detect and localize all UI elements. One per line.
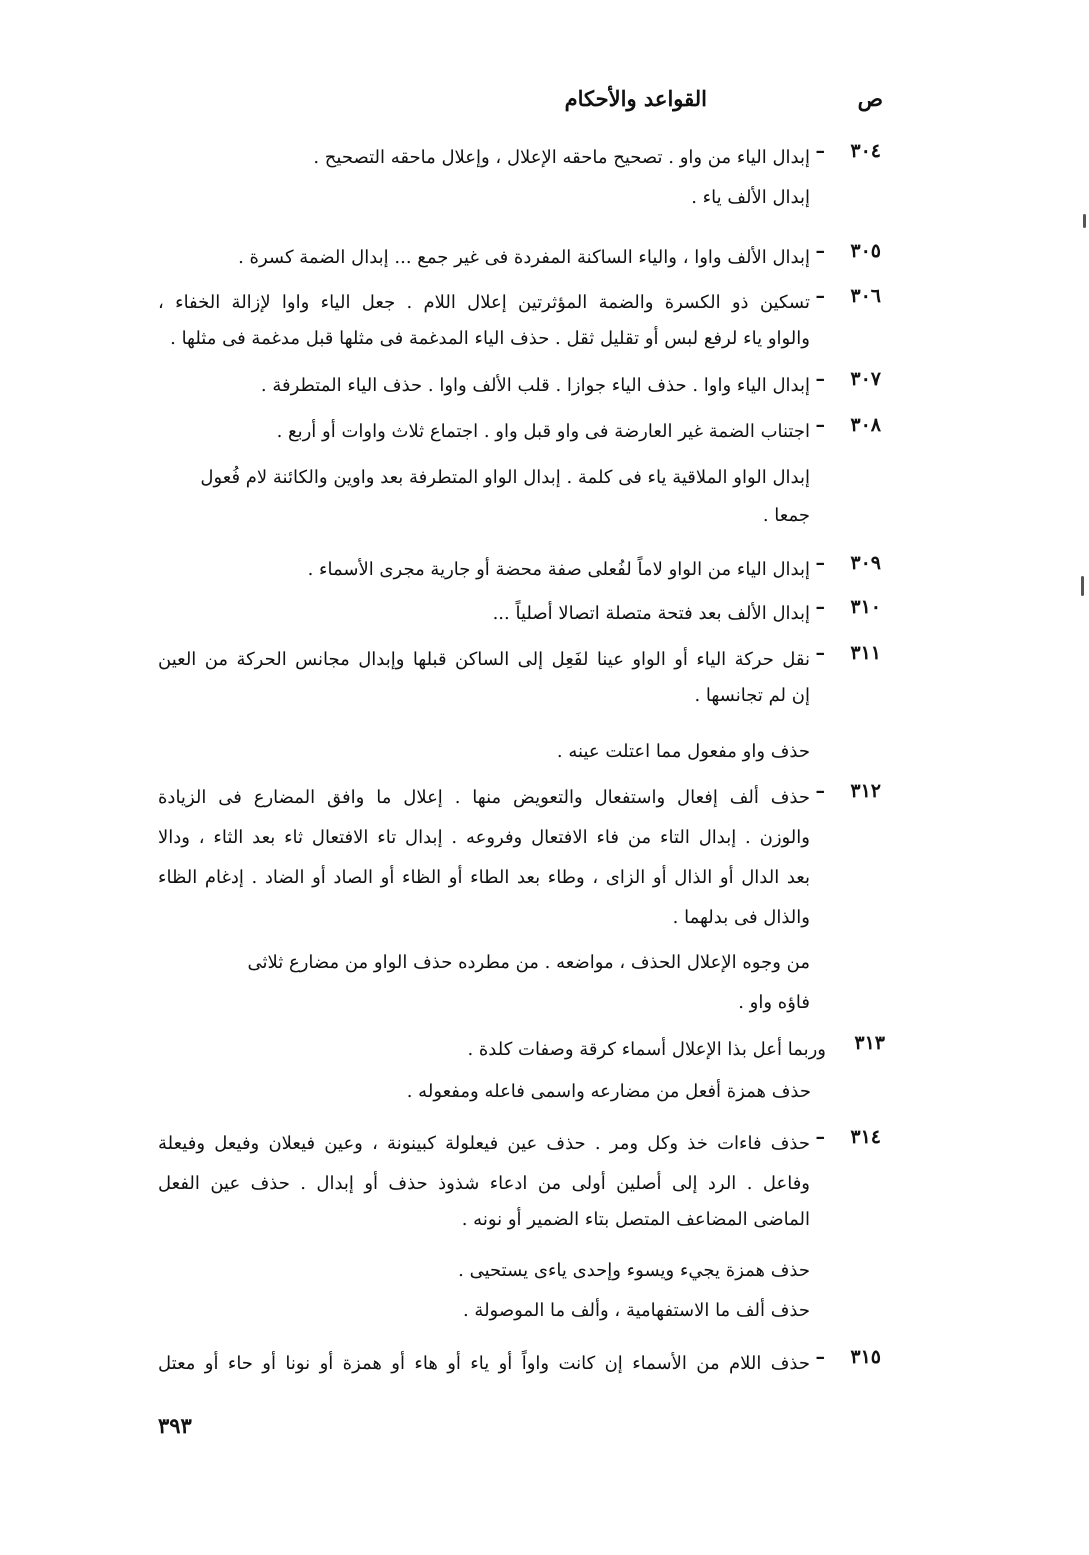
entry-308-note — [158, 460, 810, 534]
entry-number: ٣١١ — [850, 642, 881, 664]
entry-number: ٣٠٦ — [850, 285, 881, 307]
entry-number: ٣١٣ — [854, 1032, 885, 1054]
entry-line: اجتناب الضمة غير العارضة فى واو قبل واو . اجتماع ثلاث واوات أو أربع . — [276, 421, 810, 442]
entry-line: حذف ألف إفعال واستفعال والتعويض منها . إعلال ما وافق المضارع فى الزيادة — [158, 787, 810, 808]
entry-314-note — [158, 1253, 810, 1329]
note-line: حذف واو مفعول مما اعتلت عينه . — [556, 741, 810, 762]
entry-number: ٣٠٥ — [850, 240, 881, 262]
entry-text — [158, 140, 810, 216]
entry-312-note — [158, 945, 810, 1021]
entry-dash: – — [815, 642, 825, 664]
scan-mark — [1081, 576, 1084, 596]
entry-number: ٣١٠ — [850, 596, 881, 618]
entry-text — [158, 368, 810, 404]
entry-dash: – — [815, 240, 825, 262]
entry-line: وفاعل . الرد إلى أصلين أولى من ادعاء شذوذ حذف أو إبدال . حذف عين الفعل — [158, 1173, 810, 1194]
note-line: فاؤه واو . — [738, 992, 810, 1013]
entry-line: بعد الدال أو الذال أو الزاى ، وطاء بعد الطاء أو الظاء أو الصاد أو الضاد . إدغام الظاء — [158, 867, 810, 888]
entry-line: الماضى المضاعف المتصل بتاء الضمير أو نونه . — [461, 1209, 810, 1230]
entry-line: وربما أعل بذا الإعلال أسماء كرقة وصفات كلدة . — [467, 1039, 826, 1060]
entry-number: ٣٠٨ — [850, 414, 881, 436]
running-header-title: القواعد والأحكام — [564, 86, 707, 111]
header-marker: ص — [857, 86, 883, 111]
entry-number: ٣١٥ — [850, 1346, 881, 1368]
entry-text — [158, 596, 810, 632]
entry-line: إبدال الياء من واو . تصحيح ماحقه الإعلال ، وإعلال ماحقه التصحيح . — [313, 147, 810, 168]
entry-311-note — [158, 734, 810, 770]
entry-number: ٣٠٩ — [850, 552, 881, 574]
entry-number: ٣٠٤ — [850, 140, 881, 162]
entry-text — [158, 642, 810, 714]
note-line: حذف همزة يجيء ويسوء وإحدى ياءى يستحيى . — [458, 1260, 810, 1281]
entry-line: إبدال الياء واوا . حذف الياء جوازا . قلب الألف واوا . حذف الياء المتطرفة . — [260, 375, 810, 396]
entry-line: والواو ياء لرفع لبس أو تقليل ثقل . حذف الياء المدغمة فى مثلها قبل مدغمة فى مثلها . — [170, 328, 810, 349]
entry-dash: – — [815, 596, 825, 618]
entry-text — [158, 552, 810, 588]
entry-text — [158, 285, 810, 357]
entry-text — [158, 414, 810, 450]
entry-line: إبدال الياء من الواو لاماً لفُعلى صفة محضة أو جارية مجرى الأسماء . — [307, 559, 810, 580]
page-number: ٣٩٣ — [158, 1413, 192, 1438]
entry-text — [158, 1346, 810, 1382]
entry-line: حذف اللام من الأسماء إن كانت واواً أو ياء أو هاء أو همزة أو نونا أو حاء أو معتل — [158, 1353, 810, 1374]
entry-line: حذف همزة أفعل من مضارعه واسمى فاعله ومفعوله . — [406, 1081, 811, 1102]
entry-dash: – — [815, 1346, 825, 1368]
note-line: من وجوه الإعلال الحذف ، مواضعه . من مطرده حذف الواو من مضارع ثلاثى — [247, 952, 810, 973]
scan-mark — [1083, 214, 1086, 228]
entry-dash: – — [815, 414, 825, 436]
entry-line: إبدال الألف بعد فتحة متصلة اتصالا أصلياً ... — [492, 603, 810, 624]
entry-text — [158, 240, 810, 276]
entry-dash: – — [815, 285, 825, 307]
entry-dash: – — [815, 368, 825, 390]
entry-number: ٣١٢ — [850, 780, 881, 802]
note-line: جمعا . — [762, 505, 810, 526]
entry-number: ٣١٤ — [850, 1126, 881, 1148]
entry-line: حذف فاءات خذ وكل ومر . حذف عين فيعلولة كبينونة ، وعين فيعلان وفيعل وفيعلة — [158, 1133, 810, 1154]
entry-line: إبدال الألف واوا ، والياء الساكنة المفردة فى غير جمع ... إبدال الضمة كسرة . — [238, 247, 810, 268]
note-line: إبدال الواو الملاقية ياء فى كلمة . إبدال الواو المتطرفة بعد واوين والكائنة لام فُعول — [200, 467, 810, 488]
entry-line: إبدال الألف ياء . — [691, 187, 810, 208]
entry-line: نقل حركة الياء أو الواو عينا لفَعِل إلى الساكن قبلها وإبدال مجانس الحركة من العين — [158, 649, 810, 670]
note-line: حذف ألف ما الاستفهامية ، وألف ما الموصولة . — [462, 1300, 810, 1321]
entry-dash: – — [815, 1126, 825, 1148]
entry-line: تسكين ذو الكسرة والضمة المؤثرتين إعلال اللام . جعل الياء واوا لإزالة الخفاء ، — [158, 292, 810, 313]
entry-number: ٣٠٧ — [850, 368, 881, 390]
entry-text — [158, 1126, 810, 1238]
entry-text — [174, 1032, 826, 1110]
entry-dash: – — [815, 780, 825, 802]
entry-line: إن لم تجانسها . — [694, 685, 810, 706]
entry-line: والوزن . إبدال التاء من فاء الافتعال وفروعه . إبدال تاء الافتعال ثاء بعد الثاء ، ودالا — [158, 827, 810, 848]
entry-text — [158, 780, 810, 936]
entry-dash: – — [815, 552, 825, 574]
entry-dash: – — [815, 140, 825, 162]
entry-line: والذال فى بدلهما . — [672, 907, 810, 928]
